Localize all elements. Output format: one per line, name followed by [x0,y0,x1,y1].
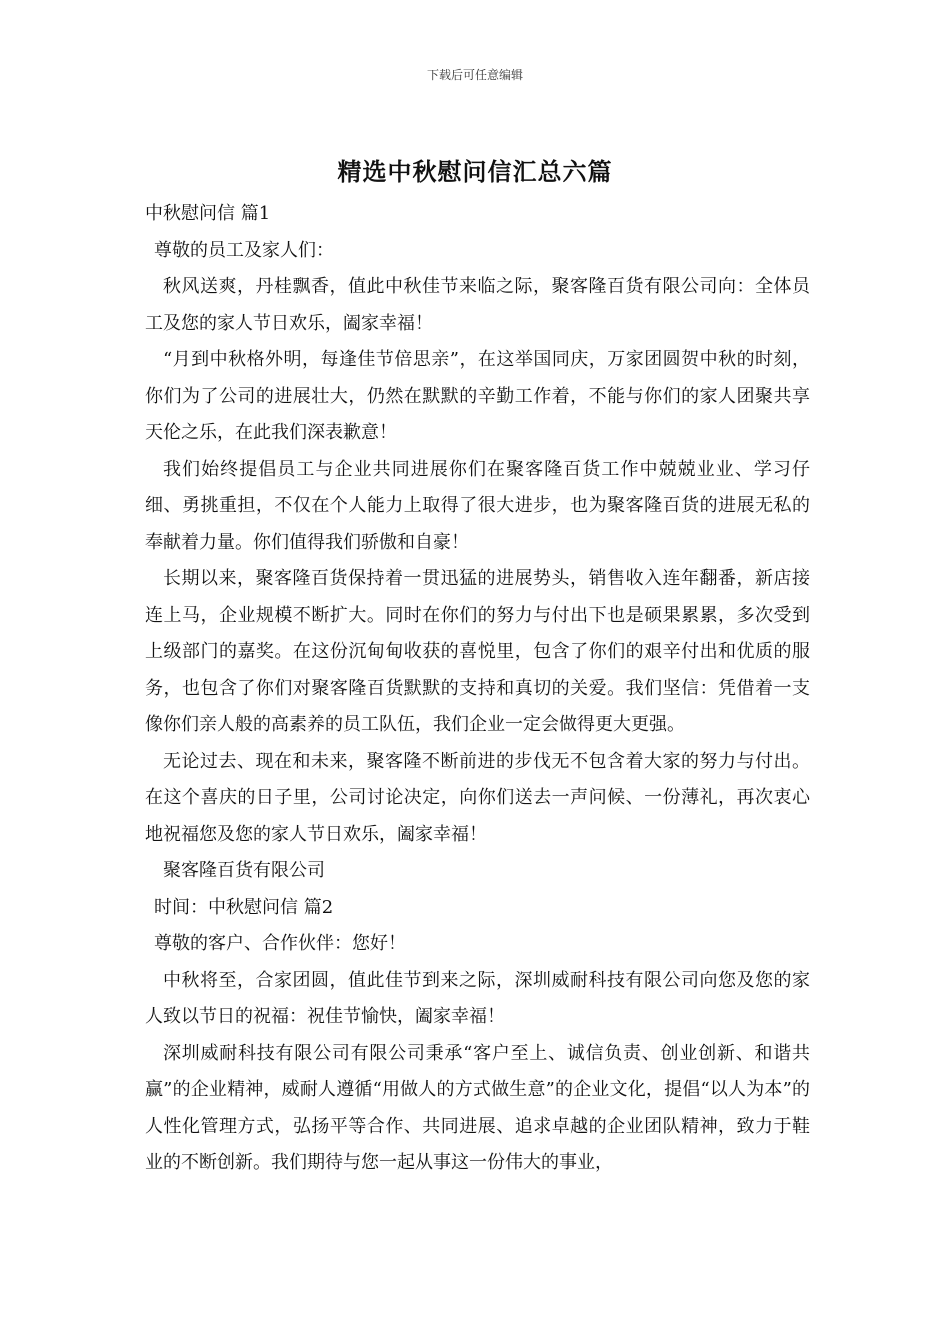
paragraph: 我们始终提倡员工与企业共同进展你们在聚客隆百货工作中兢兢业业、学习仔细、勇挑重担，不仅在个人能力上取得了很大进步，也为聚客隆百货的进展无私的奉献着力量。你们值得我们骄傲和自豪！ [145,458,810,553]
paragraph: 深圳威耐科技有限公司有限公司秉承“客户至上、诚信负责、创业创新、和谐共赢”的企业精神，威耐人遵循“用做人的方式做生意”的企业文化，提倡“以人为本”的人性化管理方式，弘扬平等合作、共同进展、追求卓越的企业团队精神，致力于鞋业的不断创新。我们期待与您一起从事这一份伟大的事业， [145,1042,810,1173]
paragraph: 秋风送爽，丹桂飘香，值此中秋佳节来临之际，聚客隆百货有限公司向：全体员工及您的家人节日欢乐，阖家幸福！ [145,276,810,334]
paragraph: “月到中秋格外明，每逢佳节倍思亲”，在这举国同庆，万家团圆贺中秋的时刻，你们为了公司的进展壮大，仍然在默默的辛勤工作着，不能与你们的家人团聚共享天伦之乐，在此我们深表歉意！ [145,349,810,443]
paragraph: 中秋将至，合家团圆，值此佳节到来之际，深圳威耐科技有限公司向您及您的家人致以节日的祝福：祝佳节愉快，阖家幸福！ [145,969,810,1027]
salutation-employees: 尊敬的员工及家人们： [154,239,334,261]
paragraph: 长期以来，聚客隆百货保持着一贯迅猛的进展势头，销售收入连年翻番，新店接连上马，企业规模不断扩大。同时在你们的努力与付出下也是硕果累累，多次受到上级部门的嘉奖。在这份沉甸甸收获的喜悦里，包含了你们的艰辛付出和优质的服务，也包含了你们对聚客隆百货默默的支持和真切的关爱。我们坚信：凭借着一支像你们亲人般的高素养的员工队伍，我们企业一定会做得更大更强。 [145,568,810,735]
document-title: 精选中秋慰问信汇总六篇 [337,157,613,186]
salutation-customers: 尊敬的客户、合作伙伴：您好！ [154,933,406,954]
header-note: 下载后可任意编辑 [426,68,523,82]
section-heading-1: 中秋慰问信 篇1 [145,203,271,224]
paragraph: 无论过去、现在和未来，聚客隆不断前进的步伐无不包含着大家的努力与付出。在这个喜庆的日子里，公司讨论决定，向你们送去一声问候、一份薄礼，再次衷心地祝福您及您的家人节日欢乐，阖家幸福！ [145,750,810,845]
time-and-section-heading-2: 时间：中秋慰问信 篇2 [154,896,334,918]
signature-company: 聚客隆百货有限公司 [163,860,325,881]
document-body [145,196,810,1182]
